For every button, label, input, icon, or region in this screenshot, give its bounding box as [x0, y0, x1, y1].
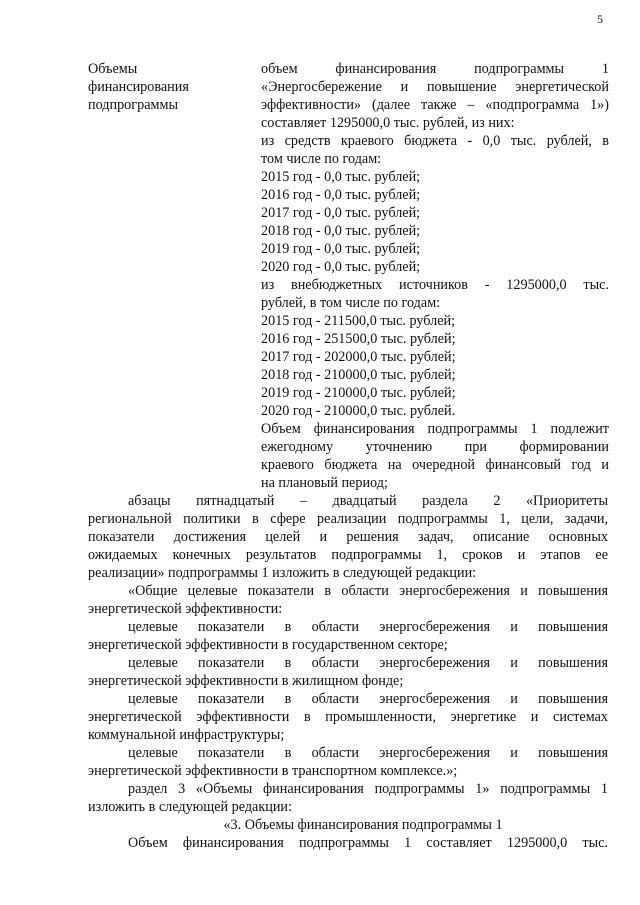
label-line: финансирования — [88, 79, 189, 95]
text-line: 2019 год - 0,0 тыс. рублей; — [261, 241, 421, 257]
text-line: Объем финансирования подпрограммы 1 составляет 1295000,0 тыс. — [128, 835, 608, 851]
text-line: ожидаемых конечных результатов подпрограммы 1, сроков и этапов ее — [88, 547, 608, 563]
text-line: раздел 3 «Объемы финансирования подпрограммы 1» подпрограммы 1 — [128, 781, 608, 797]
text-line: составляет 1295000,0 тыс. рублей, из них: — [261, 115, 515, 131]
text-line: энергетической эффективности в государственном секторе; — [88, 637, 448, 653]
text-line: рублей, в том числе по годам: — [261, 295, 441, 311]
label-line: Объемы — [88, 61, 138, 77]
section-heading: «3. Объемы финансирования подпрограммы 1 — [223, 817, 503, 833]
text-line: абзацы пятнадцатый – двадцатый раздела 2 «Приоритеты — [128, 493, 608, 509]
text-line: 2017 год - 0,0 тыс. рублей; — [261, 205, 421, 221]
text-line: целевые показатели в области энергосбережения и повышения — [128, 619, 608, 635]
text-line: из средств краевого бюджета - 0,0 тыс. рублей, в — [261, 133, 609, 149]
text-line: эффективности» (далее также – «подпрограмма 1») — [261, 97, 609, 113]
text-line: энергетической эффективности в промышленности, энергетике и системах — [88, 709, 608, 725]
text-line: целевые показатели в области энергосбережения и повышения — [128, 745, 608, 761]
text-line: Объем финансирования подпрограммы 1 подлежит — [261, 421, 609, 437]
text-line: 2017 год - 202000,0 тыс. рублей; — [261, 349, 456, 365]
passport-row-label — [88, 60, 228, 114]
text-line: показатели достижения целей и решения задач, описание основных — [88, 529, 608, 545]
label-line: подпрограммы — [88, 97, 178, 113]
text-line: ежегодному уточнению при формировании — [261, 439, 609, 455]
body-text — [88, 492, 608, 852]
text-line: «Энергосбережение и повышение энергетической — [261, 79, 609, 95]
text-line: энергетической эффективности в жилищном фонде; — [88, 673, 404, 689]
text-line: «Общие целевые показатели в области энергосбережения и повышения — [128, 583, 608, 599]
text-line: 2018 год - 210000,0 тыс. рублей; — [261, 367, 456, 383]
text-line: краевого бюджета на очередной финансовый год и — [261, 457, 609, 473]
text-line: 2018 год - 0,0 тыс. рублей; — [261, 223, 421, 239]
text-line: 2020 год - 210000,0 тыс. рублей. — [261, 403, 456, 419]
text-line: том числе по годам: — [261, 151, 382, 167]
text-line: энергетической эффективности в транспортном комплексе.»; — [88, 763, 458, 779]
text-line: 2015 год - 0,0 тыс. рублей; — [261, 169, 421, 185]
text-line: 2016 год - 0,0 тыс. рублей; — [261, 187, 421, 203]
text-line: региональной политики в сфере реализации подпрограммы 1, цели, задачи, — [88, 511, 608, 527]
text-line: на плановый период; — [261, 475, 388, 491]
page-number: 5 — [597, 12, 603, 26]
text-line: коммунальной инфраструктуры; — [88, 727, 285, 743]
text-line: изложить в следующей редакции: — [88, 799, 292, 815]
text-line: 2015 год - 211500,0 тыс. рублей; — [261, 313, 456, 329]
text-line: целевые показатели в области энергосбережения и повышения — [128, 691, 608, 707]
text-line: из внебюджетных источников - 1295000,0 тыс. — [261, 277, 609, 293]
text-line: 2019 год - 210000,0 тыс. рублей; — [261, 385, 456, 401]
text-line: энергетической эффективности: — [88, 601, 283, 617]
text-line: целевые показатели в области энергосбережения и повышения — [128, 655, 608, 671]
text-line: объем финансирования подпрограммы 1 — [261, 61, 609, 77]
passport-row-value — [261, 60, 609, 492]
text-line: 2016 год - 251500,0 тыс. рублей; — [261, 331, 456, 347]
text-line: 2020 год - 0,0 тыс. рублей; — [261, 259, 421, 275]
text-line: реализации» подпрограммы 1 изложить в следующей редакции: — [88, 565, 477, 581]
